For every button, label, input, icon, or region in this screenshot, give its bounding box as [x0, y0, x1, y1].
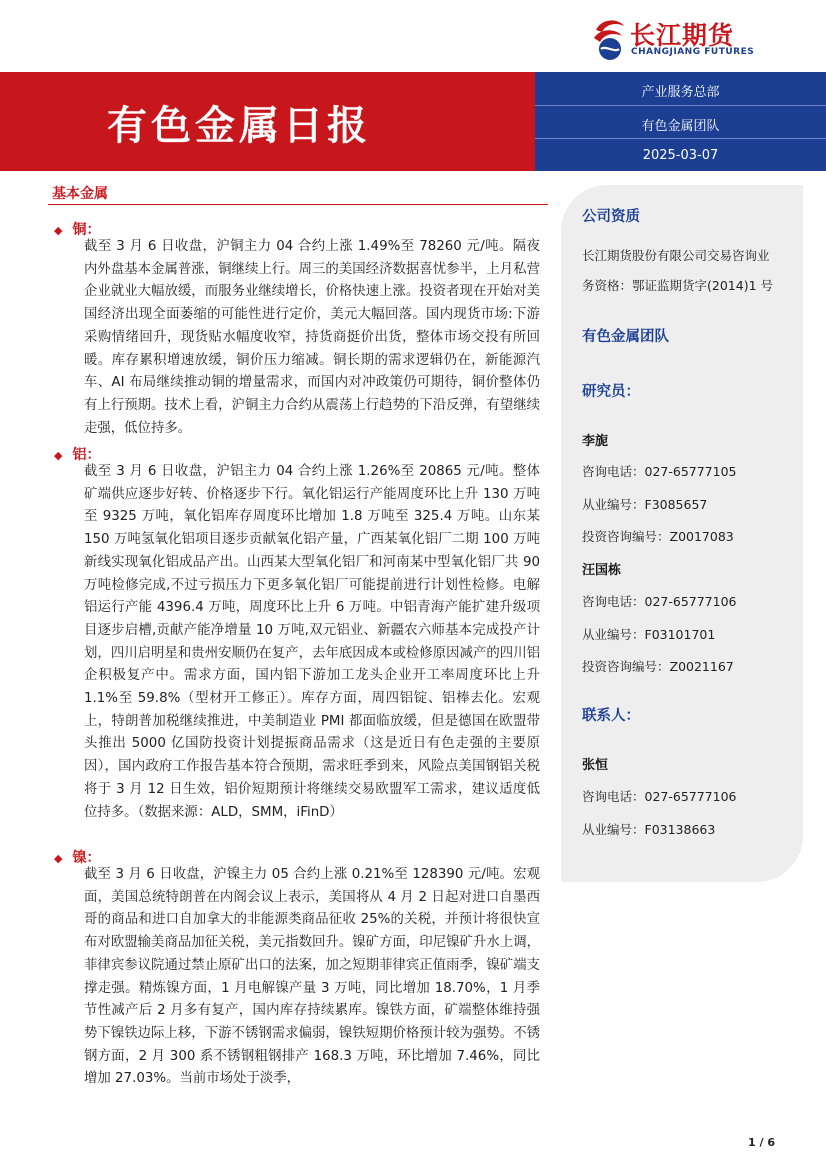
- company-qualification-heading: 公司资质: [582, 209, 640, 225]
- nickel-paragraph: 截至 3 月 6 日收盘，沪镍主力 05 合约上涨 0.21%至 128390 元/吨。宏观面，美国总统特朗普在内阁会议上表示，美国将从 4 月 2 日起对进口自墨西哥的商品和进口自加拿大的非能源类商品征收 25%的关税，并预计将很快宣布对欧盟输美商品加征关税，美元指数回升。镍矿方面，印尼镍矿升水上调，菲律宾参议院通过禁止原矿出口的法案，加之短期菲律宾正值雨季，镍矿端支撑走强。精炼镍方面，1 月电解镍产量 3 万吨，同比增加 18.70%，1 月季节性减产后 2 月多有复产，国内库存持续累库。镍铁方面，矿端整体维持强势下镍铁边际上移，下游不锈钢需求偏弱，镍铁短期价格预计较为强势。不锈钢方面，2 月 300 系不锈钢粗钢排产 168.3 万吨，环比增加 7.46%，同比增加 27.03%。当前市场处于淡季，: [84, 867, 540, 1087]
- contact-cert-number: 从业编号：F03138663: [582, 822, 716, 837]
- researcher-heading: 研究员：: [582, 384, 640, 400]
- company-qualification-line: 务资格：鄂证监期货字(2014)1 号: [582, 278, 773, 293]
- section-divider: [48, 204, 548, 205]
- company-logo: [592, 16, 772, 62]
- info-divider: [535, 138, 826, 139]
- header-info-box: [535, 72, 826, 171]
- logo-name-en: CHANGJIANG FUTURES: [631, 47, 755, 57]
- researcher-phone: 咨询电话：027-65777105: [582, 464, 737, 479]
- researcher-name: 汪国栋: [582, 563, 622, 578]
- team-label: 有色金属团队: [641, 119, 720, 134]
- page-number: 1 / 6: [748, 1136, 775, 1149]
- diamond-bullet-icon: ◆: [54, 852, 63, 865]
- department-label: 产业服务总部: [641, 85, 720, 100]
- researcher-advisory-number: 投资咨询编号：Z0021167: [582, 659, 734, 674]
- copper-paragraph: 截至 3 月 6 日收盘，沪铜主力 04 合约上涨 1.49%至 78260 元/吨。隔夜内外盘基本金属普涨，铜继续上行。周三的美国经济数据喜忧参半，上月私营企业就业大幅放缓，而服务业继续增长，价格快速上涨。投资者现在开始对美国经济出现全面萎缩的可能性进行定价，美元大幅回落。国内现货市场:下游采购情绪回升，现货贴水幅度收窄，持货商挺价出货，整体市场交投有所回暖。库存累积增速放缓，铜价压力缩减。铜长期的需求逻辑仍在，新能源汽车、AI 布局继续推动铜的增量需求，而国内对冲政策仍可期待，铜价整体仍有上行预期。技术上看，沪铜主力合约从震荡上行趋势的下沿反弹，有望继续走强，低位持多。: [84, 239, 540, 436]
- copper-label: 铜：: [72, 222, 101, 238]
- logo-name-cn: 长江期货: [630, 21, 735, 50]
- researcher-name: 李旎: [582, 434, 609, 449]
- report-title: 有色金属日报: [107, 103, 371, 149]
- researcher-phone: 咨询电话：027-65777106: [582, 594, 737, 609]
- contact-name: 张恒: [582, 758, 609, 773]
- info-divider: [535, 105, 826, 106]
- diamond-bullet-icon: ◆: [54, 449, 63, 462]
- researcher-cert-number: 从业编号：F3085657: [582, 497, 708, 512]
- team-heading: 有色金属团队: [582, 329, 669, 345]
- report-date: 2025-03-07: [642, 148, 719, 163]
- nickel-label: 镍：: [72, 850, 101, 866]
- contact-heading: 联系人：: [582, 708, 640, 724]
- researcher-cert-number: 从业编号：F03101701: [582, 627, 716, 642]
- changjiang-logo-icon: [592, 16, 628, 62]
- contact-phone: 咨询电话：027-65777106: [582, 789, 737, 804]
- aluminum-paragraph: 截至 3 月 6 日收盘，沪铝主力 04 合约上涨 1.26%至 20865 元/吨。整体矿端供应逐步好转、价格逐步下行。氧化铝运行产能周度环比上升 130 万吨至 9325 万吨，氧化铝库存周度环比增加 1.8 万吨至 325.4 万吨。山东某 150 万吨氢氧化铝项目逐步贡献氧化铝产量，广西某氧化铝厂二期 100 万吨新线实现氧化铝成品产出。山西某大型氧化铝厂和河南某中型氧化铝厂共 90 万吨检修完成,不过亏损压力下更多氧化铝厂可能提前进行计划性检修。电解铝运行产能 4396.4 万吨，周度环比上升 6 万吨。中铝青海产能扩建升级项目逐步启槽,贡献产能净增量 10 万吨,双元铝业、新疆农六师基本完成投产计划，四川启明星和贵州安顺仍在复产，去年底因成本或检修原因减产的四川铝企积极复产中。需求方面，国内铝下游加工龙头企业开工率周度环比上升 1.1%至 59.8%（型材开工修正）。库存方面，周四铝锭、铝棒去化。宏观上，特朗普加税继续推进，中美制造业 PMI 都面临放缓，但是德国在欧盟带头推出 5000 亿国防投资计划提振商品需求（这是近日有色走强的主要原因），国内政府工作报告基本符合预期，需求旺季到来，风险点美国钢铝关税将于 3 月 12 日生效，铝价短期预计将继续交易欧盟军工需求，建议适度低位持多。（数据来源：ALD，SMM，iFinD）: [84, 464, 540, 820]
- company-qualification-line: 长江期货股份有限公司交易咨询业: [582, 248, 770, 263]
- header-banner: [0, 72, 535, 171]
- diamond-bullet-icon: ◆: [54, 224, 63, 237]
- researcher-advisory-number: 投资咨询编号：Z0017083: [582, 529, 734, 544]
- section-title: 基本金属: [52, 186, 108, 202]
- aluminum-label: 铝：: [72, 447, 101, 463]
